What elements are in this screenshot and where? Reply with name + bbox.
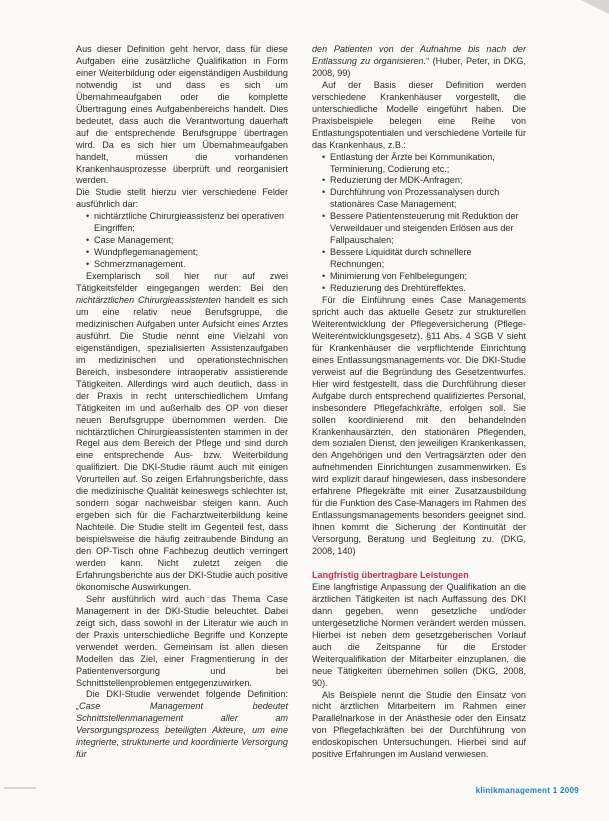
list-item: • Schmerzmanagement. [86, 259, 288, 271]
quote-text: „Case Management bedeutet Schnittstellenmanagement aller am Versorgungsprozess beteiligten Akteure, um eine integrierte, strukturierte und koordinierte Versorgung für [76, 701, 288, 760]
emphasis-text: nichtärztlichen Chirurgieassistenten [76, 295, 221, 306]
list-item: • Minimierung von Fehlbelegungen; [322, 271, 526, 283]
text-run: Exemplarisch soll hier nur auf zwei Tätigkeitsfelder eingegangen werden: Bei den [76, 271, 288, 294]
list-item: • Wundpflegemanagement; [86, 247, 288, 259]
paragraph: Auf der Basis dieser Definition werden verschiedene Krankenhäuser vorgestellt, die unterschiedliche Modelle eingeführt haben. Die Praxisbeispiele belegen eine Reihe von Entlastungspotentialen und verschiedene Vorteile für das Krankenhaus, z.B.: [312, 79, 526, 150]
citation: “ (Huber, Peter, in DKG, 2008, 99) [312, 55, 526, 78]
left-column [76, 44, 288, 761]
paragraph: Sehr ausführlich wird auch das Thema Case Management in der DKI-Studie beleuchtet. Dabei zeigt sich, dass sowohl in der Literatur wie auch in der Praxis unterschiedliche Begriffe und Konzepte verwendet werden. Gemeinsam ist allen diesen Modellen das Ziel, einer Fragmentierung in der Patientenversorgung und bei Schnittstellenproblemen entgegenzuwirken. [76, 593, 288, 688]
paragraph: Für die Einführung eines Case Managements spricht auch das aktuelle Gesetz zur strukturellen Weiterentwicklung der Pflegeversicherung (Pflege-Weiterentwicklungsgesetz). §11 Abs. 4 SGB V sieht für Krankenhäuser die verpflichtende Einrichtung eines Entlassungsmanagements vor. Die DKI-Studie verweist auf die Begründung des Gesetzentwurfes. Hier wird festgestellt, dass die Durchführung dieser Aufgabe durch entsprechend qualifiziertes Personal, insbesondere Pflegefachkräfte, erfolgen soll. Sie sollen koordinierend mit den behandelnden Krankenhausärzten, den stationären Pflegenden, dem sozialen Dienst, den jeweiligen Krankenkassen, den Angehörigen und den Vertragsärzten oder den aufnehmenden Einrichtungen zusammenwirken. Es wird explizit darauf hingewiesen, dass insbesondere erfahrene Pflegekräfte mit einer Zusatzausbildung für die Funktion des Case-Managers im Rahmen des Entlassungsmanagements besonders geeignet sind. Ihnen kommt die Sicherung der Kontinuität der Versorgung, Beratung und Begleitung zu. (DKG, 2008, 140) [312, 295, 526, 557]
right-column [312, 44, 526, 761]
page-corner-decoration [569, 0, 609, 32]
paragraph [312, 44, 526, 80]
bullet-list [76, 211, 288, 271]
margin-decoration [0, 785, 40, 791]
paragraph: Die Studie stellt hierzu vier verschiedene Felder ausführlich dar: [76, 187, 288, 210]
page-footer: klinikmanagement 1 2009 [475, 786, 579, 795]
text-run: Die DKI-Studie verwendet folgende Definition: [86, 689, 288, 700]
section-heading: Langfristig übertragbare Leistungen [312, 569, 469, 580]
list-item: • Durchführung von Prozessanalysen durch stationäres Case Management; [322, 187, 526, 211]
list-item: • Reduzierung des Drehtüreffektes. [322, 283, 526, 295]
bullet-list [312, 152, 526, 295]
paragraph [76, 689, 288, 761]
list-item: • Case Management; [86, 235, 288, 247]
paragraph: Als Beispiele nennt die Studie den Einsatz von nicht ärztlichen Mitarbeitern im Rahmen einer Parallelnarkose in der Anästhesie oder den Einsatz von Pflegefachkräften bei der Durchführung von endoskopischen Untersuchungen. Hierbei sind auf positive Erfahrungen im Ausland verwiesen. [312, 689, 526, 760]
list-item: • Reduzierung der MDK-Anfragen; [322, 175, 526, 187]
text-run: handelt es sich um eine relativ neue Berufsgruppe, die medizinischen Aufgaben unter Aufsicht eines Arztes ausführt. Die Studie nennt eine Vielzahl von eigenständigen, spezialisierten Assistenzaufgaben im medizinischen und operationstechnischen Bereich, insbesondere intraoperativ assistierende Tätigkeiten. Allerdings wird auch deutlich, dass in der Praxis in recht unterschiedlichem Umfang Tätigkeiten im und außerhalb des OP von dieser neuen Berufsgruppe übernommen werden. Die nichtärztlichen Chirurgieassistenten stammen in der Regel aus dem Bereich der Pflege und sind durch eine entsprechende Aus- bzw. Weiterbildung qualifiziert. Die DKI-Studie räumt auch mit einigen Vorurteilen auf. So zeigen Erfahrungsberichte, dass die medizinische Qualität keineswegs schlechter ist, sondern sogar nachweisbar steigen kann. Auch ergeben sich für die Facharztweiterbildung keine Nachteile. Die Studie stellt im Gegenteil fest, dass beispielsweise die häufig zeitraubende Bindung an den OP-Tisch ohne Fachbezug deutlich verringert werden kann. Nicht zuletzt zeigen die Erfahrungsberichte aus der DKI-Studie auch positive ökonomische Auswirkungen. [76, 295, 288, 592]
list-item: • nichtärztliche Chirurgieassistenz bei operativen Eingriffen; [86, 211, 288, 235]
paragraph: Eine langfristige Anpassung der Qualifikation an die ärztlichen Tätigkeiten ist nach Auffassung des DKI dann gegeben, wenn gesetzliche und/oder untergesetzliche Normen verändert werden müssen. Hierbei ist neben dem gesetzgeberischen Vorlauf auch die Zeitspanne für die Erstoder Weiterqualifikation der Mitarbeiter einzuplanen, die neue Tätigkeiten übernehmen sollen (DKG, 2008, 90). [312, 581, 526, 688]
list-item: • Bessere Patientensteuerung mit Reduktion der Verweildauer und steigenden Erlösen aus der Fallpauschalen; [322, 211, 526, 247]
list-item: • Entlastung der Ärzte bei Kommunikation, Terminierung, Codierung etc.; [322, 152, 526, 176]
paragraph: Aus dieser Definition geht hervor, dass für diese Aufgaben eine zusätzliche Qualifikation in Form einer Weiterbildung oder eigenständigen Ausbildung notwendig ist und dass es sich um Übernahmeaufgaben oder die komplette Übertragung eines Aufgabenbereichs handelt. Dies bedeutet, dass auch die Verantwortung dauerhaft auf die entsprechende Berufsgruppe übertragen wird. Da es sich hier um Übernahmeaufgaben handelt, müssen die vorhandenen Krankenhausprozesse überprüft und reorganisiert werden. [76, 44, 288, 186]
paragraph [76, 271, 288, 594]
list-item: • Bessere Liquidität durch schnellere Rechnungen; [322, 247, 526, 271]
quote-text: den Patienten von der Aufnahme bis nach der Entlassung zu organisieren. [312, 44, 526, 66]
